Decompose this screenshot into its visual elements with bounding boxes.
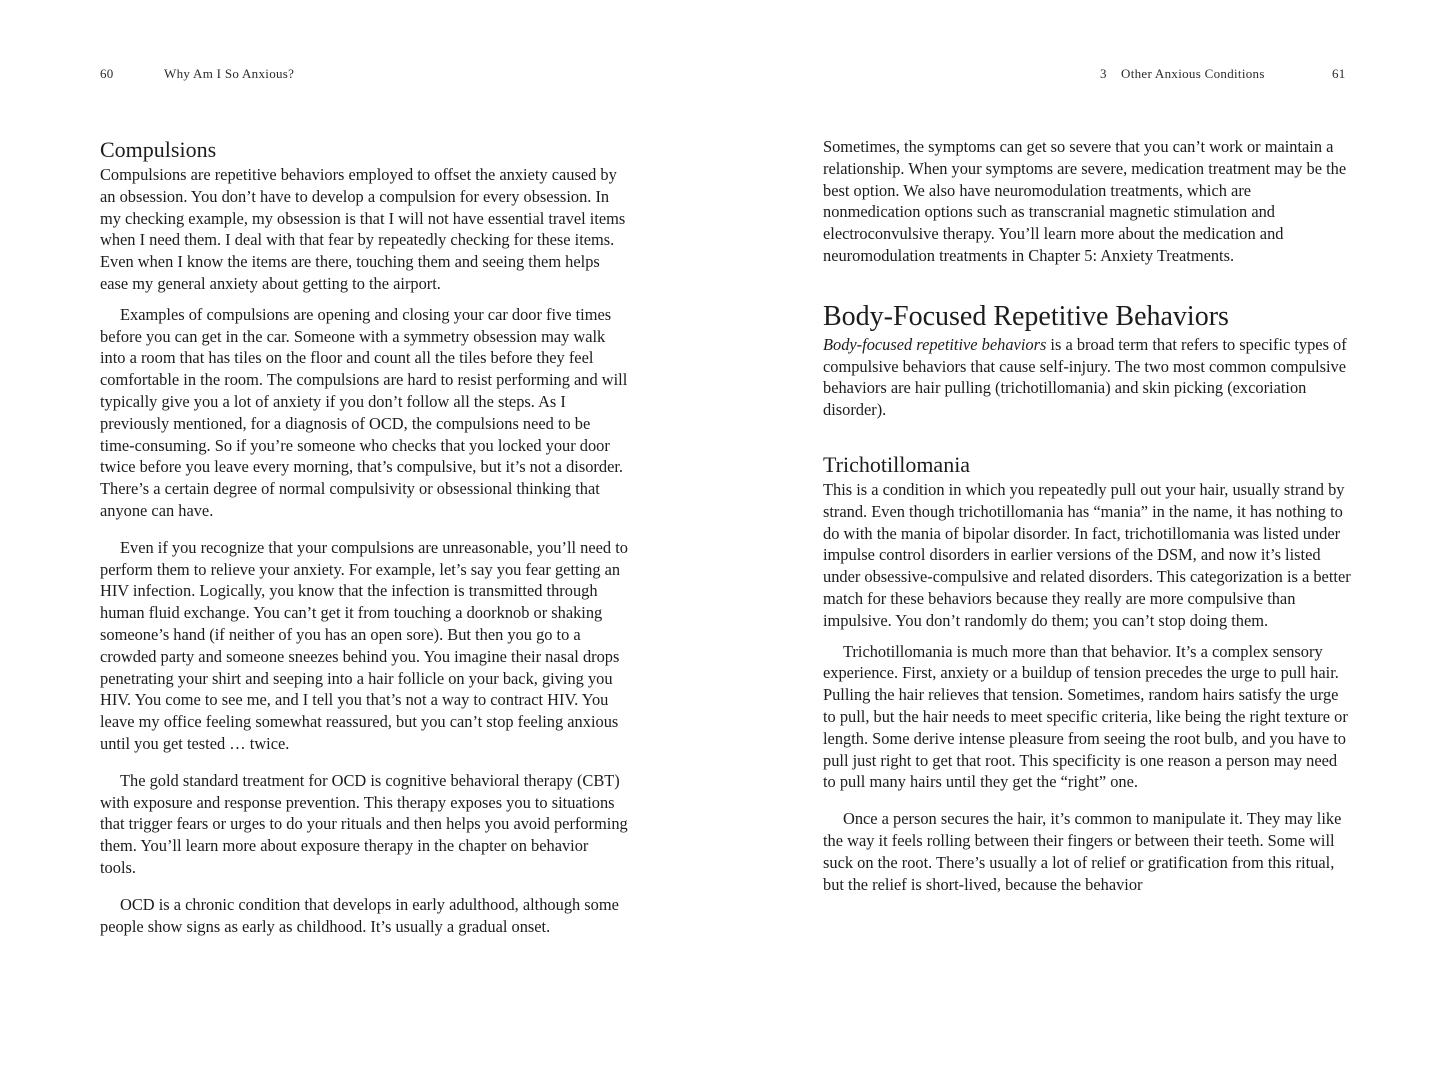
paragraph: OCD is a chronic condition that develops in early adulthood, although some people show signs as early as childhood. It’s usually a gradual onset. xyxy=(100,894,619,936)
paragraph: Examples of compulsions are opening and closing your car door five times before you can get in the car. Someone with a symmetry obsession may walk into a room that has tiles on the floor and count all the tiles before they feel comfortable in the room. The compulsions are hard to resist performing and will typically give you a lot of anxiety if you don’t follow all the steps. As I previously mentioned, for a diagnosis of OCD, the compulsions need to be time-consuming. So if you’re someone who checks that you locked your door twice before you leave every morning, that’s compulsive, but it’s not a disorder. There’s a certain degree of normal compulsivity or obsessional thinking that anyone can have. xyxy=(100,304,628,520)
paragraph-text: is a broad term that refers to specific types of compulsive behaviors that cause self-injury. The two most common compulsive behaviors are hair pulling (trichotillomania) and skin picking (excoriation disorder). xyxy=(823,334,1347,420)
paragraph: The gold standard treatment for OCD is cognitive behavioral therapy (CBT) with exposure and response prevention. This therapy exposes you to situations that trigger fears or urges to do your rituals and then helps you avoid performing them. You’ll learn more about exposure therapy in the chapter on behavior tools. xyxy=(100,770,628,877)
section-heading-compulsions: Compulsions xyxy=(100,137,217,162)
paragraph: Compulsions are repetitive behaviors employed to offset the anxiety caused by an obsession. You don’t have to develop a compulsion for every obsession. In my checking example, my obsession is that I will not have essential travel items when I need them. I deal with that fear by repeatedly checking for these items. Even when I know the items are there, touching them and seeing them helps ease my general anxiety about getting to the airport. xyxy=(100,165,626,293)
right-body xyxy=(823,136,1351,895)
left-body xyxy=(100,136,628,937)
page-number: 60 xyxy=(100,66,114,81)
subheading-trichotillomania: Trichotillomania xyxy=(823,451,971,477)
running-title: Other Anxious Conditions xyxy=(1121,66,1265,81)
paragraph: Trichotillomania is much more than that behavior. It’s a complex sensory experience. First, anxiety or a buildup of tension precedes the urge to pull hair. Pulling the hair relieves that tension. Sometimes, random hairs satisfy the urge to pull, but the hair needs to meet specific criteria, like being the right texture or length. Some derive intense pleasure from seeing the root bulb, and you have to pull just right to get that root. This specificity is one reason a person may need to pull many hairs until they get the “right” one. xyxy=(823,641,1348,792)
paragraph: This is a condition in which you repeatedly pull out your hair, usually strand by strand. Even though trichotillomania has “mania” in the name, it has nothing to do with the mania of bipolar disorder. In fact, trichotillomania was listed under impulse control disorders in earlier versions of the DSM, and now it’s listed under obsessive-compulsive and related disorders. This categorization is a better match for these behaviors because they really are more compulsive than impulsive. You don’t randomly do them; you can’t stop doing them. xyxy=(823,479,1351,630)
left-page xyxy=(0,0,722,1084)
chapter-number: 3 xyxy=(1100,66,1107,81)
section-heading-bfrb: Body-Focused Repetitive Behaviors xyxy=(823,300,1229,332)
paragraph: Sometimes, the symptoms can get so severe that you can’t work or maintain a relationship. When your symptoms are severe, medication treatment may be the best option. We also have neuromodulation treatments, which are nonmedication options such as transcranial magnetic stimulation and electroconvulsive therapy. You’ll learn more about the medication and neuromodulation treatments in Chapter 5: Anxiety Treatments. xyxy=(823,137,1347,265)
paragraph: Once a person secures the hair, it’s common to manipulate it. They may like the way it feels rolling between their fingers or between their teeth. Some will suck on the root. There’s usually a lot of relief or gratification from this ritual, but the relief is short-lived, because the behavior xyxy=(823,809,1342,894)
paragraph: Even if you recognize that your compulsions are unreasonable, you’ll need to perform them to relieve your anxiety. For example, let’s say you fear getting an HIV infection. Logically, you know that the infection is transmitted through human fluid exchange. You can’t get it from touching a doorknob or shaking someone’s hand (if neither of you has an open sore). But then you go to a crowded party and someone sneezes behind you. You imagine their nasal drops penetrating your shirt and seeping into a hair follicle on your back, giving you HIV. You come to see me, and I tell you that’s not a way to contract HIV. You leave my office feeling somewhat reassured, but you can’t stop feeling anxious until you get tested … twice. xyxy=(100,537,628,753)
italic-term: Body-focused repetitive behaviors xyxy=(823,334,1047,354)
running-title: Why Am I So Anxious? xyxy=(164,66,295,81)
paragraph xyxy=(823,334,1351,421)
page-number: 61 xyxy=(1332,66,1346,81)
right-page xyxy=(722,0,1445,1084)
